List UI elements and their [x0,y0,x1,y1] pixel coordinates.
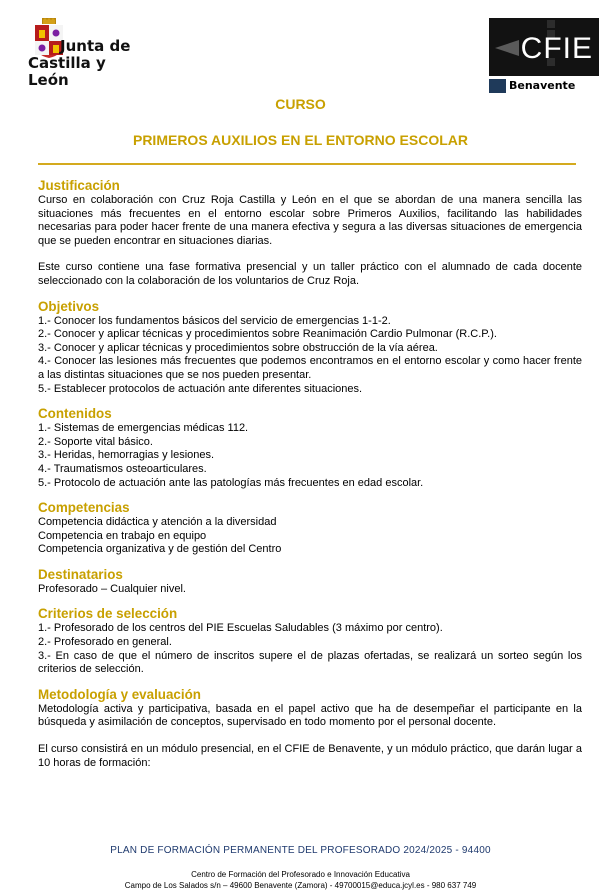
course-title-block [0,94,601,150]
cfie-logo-box [489,18,599,76]
list-item: 1.- Conocer los fundamentos básicos del servicio de emergencias 1-1-2. [38,314,391,327]
section-title: Criterios de selección [38,606,178,622]
list-item: 3.- Conocer y aplicar técnicas y procedimientos sobre obstrucción de la vía aérea. [38,341,438,354]
section-title: Competencias [38,500,130,516]
section-title: Objetivos [38,298,100,314]
paragraph: Curso en colaboración con Cruz Roja Castilla y León en el que se abordan de una manera sencilla las situaciones más frecuentes en el entorno escolar sobre Primeros Auxilios, facilitando las habilidades necesarias para poder hacer frente de una manera efectiva y segura a las diversas situaciones de emergencia que se pueden encontrar en situaciones diarias. [38,194,582,247]
document-body [38,178,582,780]
junta-text [28,37,148,89]
section-destinatarios [38,567,582,597]
list-item: 5.- Protocolo de actuación ante las patologías más frecuentes en edad escolar. [38,476,424,489]
junta-castilla-leon-logo [28,14,148,94]
paragraph: Este curso contiene una fase formativa presencial y un taller práctico con el alumnado de cada docente seleccionado con la colaboración de los voluntarios de Cruz Roja. [38,261,582,287]
footer-center-name: Centro de Formación del Profesorado e Innovación Educativa [191,870,410,879]
list-item: Competencia didáctica y atención a la diversidad [38,516,277,529]
junta-line-1: Junta de [60,37,131,55]
section-title: Metodología y evaluación [38,686,201,702]
list-item: Competencia organizativa y de gestión del Centro [38,543,282,556]
list-item: 4.- Traumatismos osteoarticulares. [38,462,207,475]
list-item: 5.- Establecer protocolos de actuación ante diferentes situaciones. [38,382,363,395]
list-item: Competencia en trabajo en equipo [38,529,207,542]
section-metodologia [38,687,582,770]
section-objetivos [38,299,582,397]
list-item: 3.- Heridas, hemorragias y lesiones. [38,449,215,462]
cfie-square-icon [489,79,506,93]
section-title: Contenidos [38,406,112,422]
cfie-benavente-logo [489,18,599,94]
paragraph: Profesorado – Cualquier nivel. [38,582,186,595]
section-justificacion [38,178,582,289]
list-item: 3.- En caso de que el número de inscritos supere el de plazas ofertadas, se realizará un sorteo según los criterios de selección. [38,649,582,676]
junta-line-2: Castilla y León [28,54,106,89]
cfie-subtitle [489,79,599,93]
course-kind: CURSO [275,96,326,112]
paragraph: Metodología activa y participativa, basada en el papel activo que ha de desempeñar el participante en la búsqueda y asimilación de conceptos, supervisado en todo momento por el personal docente. [38,702,582,729]
list-item: 4.- Conocer las lesiones más frecuentes que podemos encontramos en el entorno escolar y como hacer frente a las distintas situaciones que se nos pueden presentar. [38,355,582,381]
footer-plan: PLAN DE FORMACIÓN PERMANENTE DEL PROFESORADO 2024/2025 - 94400 [110,845,491,856]
footer-center-info [0,869,601,891]
list-item: 2.- Conocer y aplicar técnicas y procedimientos sobre Reanimación Cardio Pulmonar (R.C.P.). [38,328,497,341]
section-title: Destinatarios [38,566,123,582]
footer-center-address: Campo de Los Salados s/n – 49600 Benavente (Zamora) - 49700015@educa.jcyl.es - 980 637 749 [124,881,477,890]
cfie-text: CFIE [520,32,593,65]
list-item: 1.- Profesorado de los centros del PIE Escuelas Saludables (3 máximo por centro). [38,622,443,635]
list-item: 2.- Profesorado en general. [38,636,172,649]
section-competencias [38,500,582,557]
section-contenidos [38,406,582,490]
document-header [0,0,601,100]
paragraph: El curso consistirá en un módulo presencial, en el CFIE de Benavente, y un módulo práctico, que darán lugar a 10 horas de formación: [38,743,582,769]
list-item: 2.- Soporte vital básico. [38,435,153,448]
list-item: 1.- Sistemas de emergencias médicas 112. [38,422,249,435]
cfie-benavente-label: Benavente [509,79,576,92]
section-title: Justificación [38,178,120,193]
course-name: PRIMEROS AUXILIOS EN EL ENTORNO ESCOLAR [132,132,468,148]
section-criterios [38,606,582,676]
title-divider [38,163,576,165]
